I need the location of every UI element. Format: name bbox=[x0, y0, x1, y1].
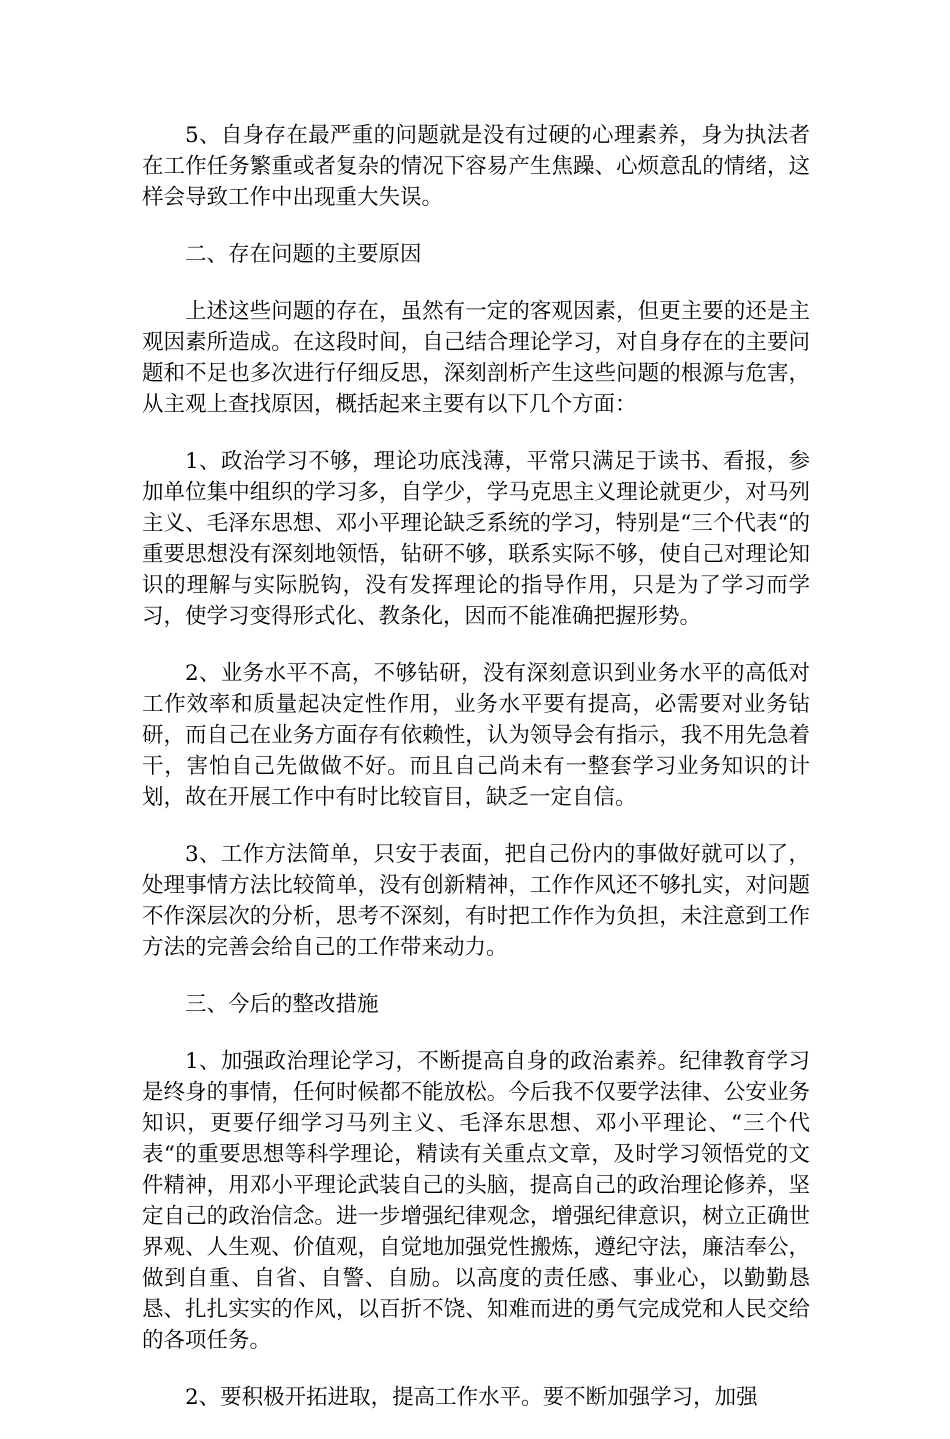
section-heading-measures: 三、今后的整改措施 bbox=[185, 992, 379, 1017]
paragraph-cause-3-work-method: 3、工作方法简单，只安于表面，把自己份内的事做好就可以了，处理事情方法比较简单，没有创新精神，工作作风还不够扎实，对问题不作深层次的分析，思考不深刻，有时把工作作为负担，未注意到工作方法的完善会给自己的工作带来动力。 bbox=[142, 842, 810, 960]
section-heading-causes: 二、存在问题的主要原因 bbox=[185, 242, 422, 267]
document-page bbox=[142, 120, 810, 1439]
paragraph-item-5-psychology: 5、自身存在最严重的问题就是没有过硬的心理素养，身为执法者在工作任务繁重或者复杂的情况下容易产生焦躁、心烦意乱的情绪，这样会导致工作中出现重大失误。 bbox=[142, 123, 810, 210]
paragraph-cause-2-business-level: 2、业务水平不高，不够钻研，没有深刻意识到业务水平的高低对工作效率和质量起决定性作用，业务水平要有提高，必需要对业务钻研，而自己在业务方面存有依赖性，认为领导会有指示，我不用先急着干，害怕自己先做做不好。而且自己尚未有一整套学习业务知识的计划，故在开展工作中有时比较盲目，缺乏一定自信。 bbox=[142, 661, 810, 810]
paragraph-cause-1-political-study: 1、政治学习不够，理论功底浅薄，平常只满足于读书、看报，参加单位集中组织的学习多，自学少，学马克思主义理论就更少，对马列主义、毛泽东思想、邓小平理论缺乏系统的学习，特别是“三个代表“的重要思想没有深刻地领悟，钻研不够，联系实际不够，使自己对理论知识的理解与实际脱钩，没有发挥理论的指导作用，只是为了学习而学习，使学习变得形式化、教条化，因而不能准确把握形势。 bbox=[142, 449, 810, 629]
paragraph-causes-intro: 上述这些问题的存在，虽然有一定的客观因素，但更主要的还是主观因素所造成。在这段时间，自己结合理论学习，对自身存在的主要问题和不足也多次进行仔细反思，深刻剖析产生这些问题的根源与危害，从主观上查找原因，概括起来主要有以下几个方面： bbox=[142, 299, 810, 417]
paragraph-measure-2-work-level: 2、要积极开拓进取，提高工作水平。要不断加强学习，加强 bbox=[185, 1385, 758, 1410]
paragraph-measure-1-political-theory: 1、加强政治理论学习，不断提高自身的政治素养。纪律教育学习是终身的事情，任何时候都不能放松。今后我不仅要学法律、公安业务知识，更要仔细学习马列主义、毛泽东思想、邓小平理论、“三个代表“的重要思想等科学理论，精读有关重点文章，及时学习领悟党的文件精神，用邓小平理论武装自己的头脑，提高自己的政治理论修养，坚定自己的政治信念。进一步增强纪律观念，增强纪律意识，树立正确世界观、人生观、价值观，自觉地加强党性搬炼，遵纪守法，廉洁奉公，做到自重、自省、自警、自励。以高度的责任感、事业心，以勤勤恳恳、扎扎实实的作风，以百折不饶、知难而进的勇气完成党和人民交给的各项任务。 bbox=[142, 1049, 810, 1353]
